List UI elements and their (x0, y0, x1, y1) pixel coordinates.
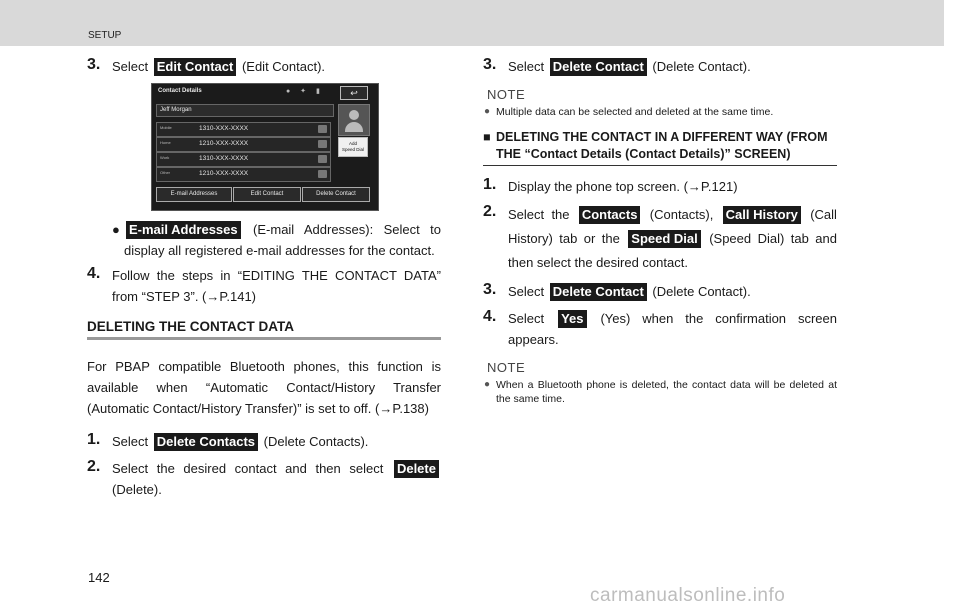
avatar-icon (338, 104, 370, 136)
note-bullet-dot: ● (484, 379, 491, 390)
step-1-display-phone (483, 176, 837, 197)
phone-type: Mobile (160, 125, 172, 130)
page-number: 142 (88, 570, 110, 585)
phone-number: 1310-XXX-XXXX (199, 125, 249, 132)
speed-dial-button-label: Speed Dial (628, 230, 700, 248)
right-column (483, 56, 837, 416)
step-text: Select (112, 434, 149, 449)
contacts-button-label: Contacts (579, 206, 641, 224)
note-title: NOTE (487, 87, 526, 102)
phone-row (156, 167, 331, 182)
delete-contact-button: Delete Contact (302, 187, 370, 202)
call-icon (318, 125, 327, 133)
step-1-delete-contacts (87, 431, 441, 452)
step-number: 4. (87, 265, 101, 282)
step-2-select-tab (483, 203, 837, 275)
step-text: Select (508, 284, 545, 299)
phone-number: 1210-XXX-XXXX (199, 140, 249, 147)
speed-dial-label: Speed Dial (341, 147, 364, 152)
contact-name-field: Jeff Morgan (156, 104, 334, 117)
step-3-confirm-yes (483, 56, 837, 77)
note-item (483, 378, 837, 406)
note-item (483, 105, 837, 119)
phone-type: Home (160, 140, 171, 145)
step-text: Select (112, 59, 149, 74)
screen-title: Contact Details (158, 88, 202, 94)
email-addresses-bullet (87, 219, 441, 261)
step-text: Select the desired contact and then select (112, 461, 384, 476)
status-icons: ● ✦ ▮ (286, 88, 324, 95)
bullet-text: (E-mail Addresses): Select to display all registered e-mail addresses for the contact. (124, 222, 441, 258)
step-text: (Call History) tab or the (508, 207, 837, 246)
call-icon (318, 140, 327, 148)
email-addresses-button: E-mail Addresses (156, 187, 232, 202)
step-text: (Yes) when the confirmation screen appears. (508, 311, 837, 347)
watermark: carmanualsonline.info (590, 585, 786, 606)
email-addresses-button-label: E-mail Addresses (126, 221, 241, 239)
call-history-button-label: Call History (723, 206, 801, 224)
call-icon (318, 155, 327, 163)
step-number: 3. (87, 56, 101, 73)
header-bar (0, 0, 944, 46)
step-2-select-delete (87, 458, 441, 500)
phone-row (156, 122, 331, 137)
phone-type: Work (160, 155, 170, 160)
step-text: Display the phone top screen. (→P.121) (508, 179, 738, 194)
phone-row (156, 152, 331, 167)
step-number: 2. (87, 458, 101, 475)
step-number: 3. (483, 281, 497, 298)
step-text: (Speed Dial) tab and then select the desired contact. (508, 231, 837, 270)
note-bullet-dot: ● (484, 106, 491, 117)
add-speed-dial-button (338, 137, 368, 157)
step-number: 1. (483, 176, 497, 193)
subsection-heading (483, 129, 837, 166)
step-number: 2. (483, 203, 497, 220)
step-3-delete-contact (483, 281, 837, 302)
section-title: DELETING THE CONTACT DATA (87, 315, 441, 340)
left-column (87, 56, 441, 506)
note-title: NOTE (487, 360, 526, 375)
step-3-edit-contact (87, 56, 441, 77)
yes-button-label: Delete Contact (550, 58, 647, 76)
phone-row (156, 137, 331, 152)
step-text: Follow the steps in “EDITING THE CONTACT DATA” from “STEP 3”. (→P.141) (112, 268, 441, 304)
step-number: 3. (483, 56, 497, 73)
step-text: (Contacts), (649, 207, 714, 222)
step-text: Select (508, 59, 545, 74)
step-text: Select (508, 311, 545, 326)
delete-contact-button-label: Delete Contact (550, 283, 647, 301)
section-label: SETUP (88, 30, 122, 41)
add-label: Add (348, 141, 357, 146)
body-paragraph: For PBAP compatible Bluetooth phones, this function is available when “Automatic Contact/History Transfer (Automatic Contact/History Transfer)” is set to off. (→P.138) (87, 359, 441, 416)
phone-number: 1210-XXX-XXXX (199, 170, 249, 177)
step-text: (Delete). (112, 482, 162, 497)
step-text: (Delete Contacts). (263, 434, 369, 449)
step-text: Select the (508, 207, 570, 222)
phone-number: 1310-XXX-XXXX (199, 155, 249, 162)
yes-button-label: Yes (558, 310, 586, 328)
note-text: When a Bluetooth phone is deleted, the contact data will be deleted at the same time. (496, 379, 837, 405)
step-number: 1. (87, 431, 101, 448)
step-text: (Delete Contact). (652, 59, 751, 74)
step-4-follow (87, 265, 441, 307)
call-icon (318, 170, 327, 178)
step-number: 4. (483, 308, 497, 325)
step-4-confirm-yes (483, 308, 837, 350)
subsection-heading-text: DELETING THE CONTACT IN A DIFFERENT WAY (FROM THE “Contact Details (Contact Details)” SCREEN) (496, 130, 828, 161)
phone-type: Other (160, 170, 171, 175)
bullet-dot: ● (112, 222, 120, 237)
back-icon: ↩ (340, 86, 368, 100)
note-text: Multiple data can be selected and deleted at the same time. (496, 106, 774, 118)
square-bullet: ■ (483, 130, 491, 144)
step-text: (Delete Contact). (652, 284, 751, 299)
delete-button-label: Delete (394, 460, 439, 478)
edit-contact-button-label: Edit Contact (154, 58, 237, 76)
edit-contact-button: Edit Contact (233, 187, 301, 202)
delete-contacts-button-label: Delete Contacts (154, 433, 258, 451)
step-text: (Edit Contact). (241, 59, 326, 74)
contact-details-screenshot (151, 83, 379, 211)
